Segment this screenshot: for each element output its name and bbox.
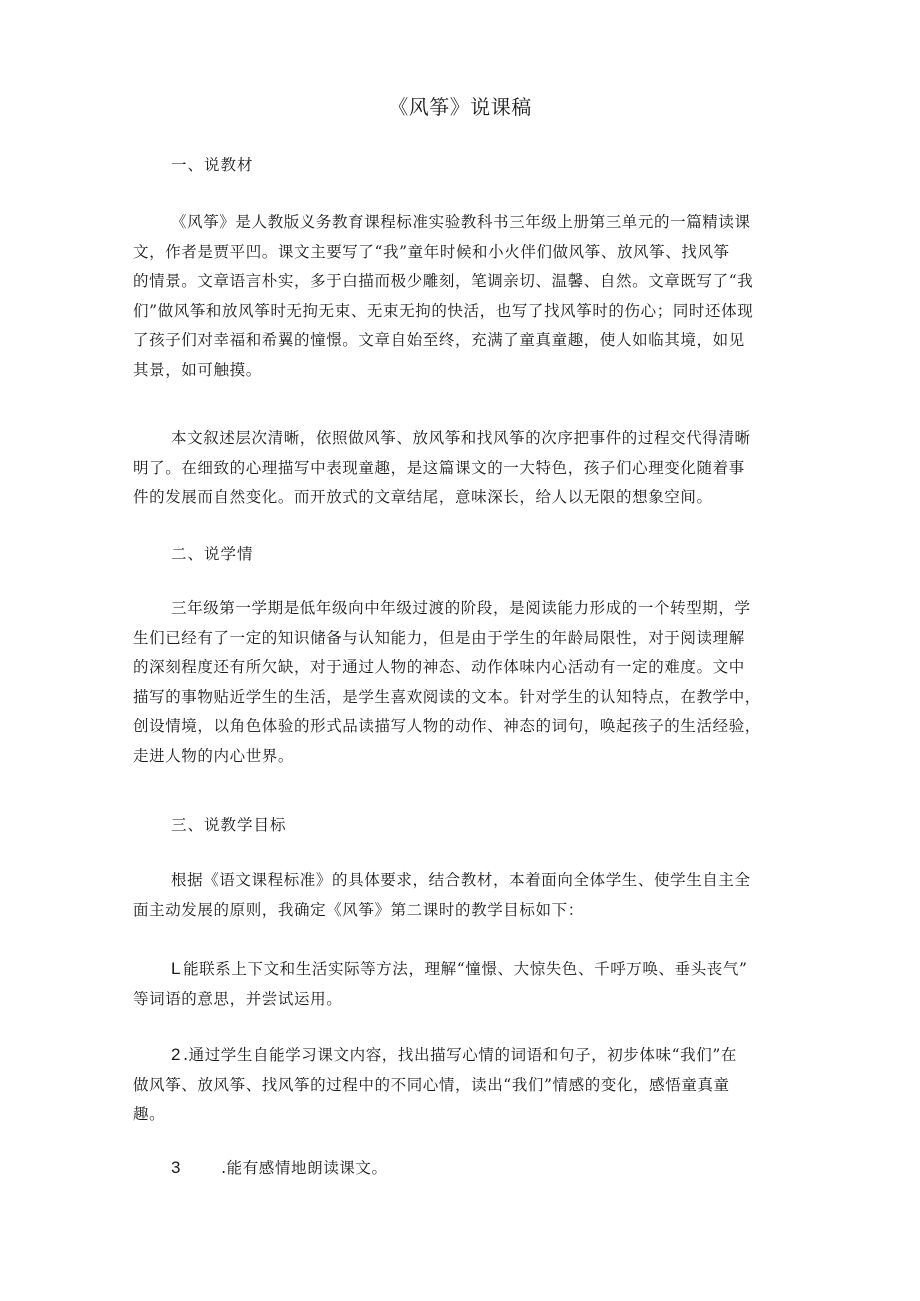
paragraph-line: 面主动发展的原则，我确定《风筝》第二课时的教学目标如下： xyxy=(133,900,584,919)
paragraph-line: 创设情境，以角色体验的形式品读描写人物的动作、神态的词句，唤起孩子的生活经验， xyxy=(133,717,761,735)
paragraph-textbook-intro xyxy=(133,208,789,385)
paragraph-line: 生们已经有了一定的知识储备与认知能力，但是由于学生的年龄局限性，对于阅读理解 xyxy=(133,628,745,647)
paragraph-line: 描写的事物贴近学生的生活，是学生喜欢阅读的文本。针对学生的认知特点，在教学中， xyxy=(133,687,761,706)
paragraph-line: 三年级第一学期是低年级向中年级过渡的阶段，是阅读能力形成的一个转型期，学 xyxy=(171,599,751,617)
paragraph-textbook-structure xyxy=(133,424,789,513)
goal-text: 趣。 xyxy=(133,1105,166,1123)
goal-text: 能联系上下文和生活实际等方法，理解“憧憬、大惊失色、千呼万唤、垂头丧气” xyxy=(183,960,748,978)
paragraph-students xyxy=(133,594,789,771)
section-heading-goals: 三、说教学目标 xyxy=(171,816,287,834)
goal-item-3 xyxy=(133,1153,789,1184)
paragraph-line: 明了。在细致的心理描写中表现童趣，是这篇课文的一大特色，孩子们心理变化随着事 xyxy=(133,458,745,477)
paragraph-line: 其景，如可触摸。 xyxy=(133,360,262,379)
paragraph-line: 文，作者是贾平凹。课文主要写了“我”童年时候和小火伴们做风筝、放风筝、找风筝 xyxy=(133,242,730,261)
paragraph-line: 根据《语文课程标准》的具体要求，结合教材，本着面向全体学生、使学生自主全 xyxy=(171,871,751,889)
paragraph-line: 本文叙述层次清晰，依照做风筝、放风筝和找风筝的次序把事件的过程交代得清晰 xyxy=(171,429,751,447)
goal-number: L xyxy=(171,959,182,978)
document-title: 《风筝》说课稿 xyxy=(388,95,532,119)
goal-item-2 xyxy=(133,1040,789,1130)
section-heading-students: 二、说学情 xyxy=(171,545,254,563)
goal-text: .能有感情地朗读课文。 xyxy=(221,1159,388,1177)
paragraph-line: 的情景。文章语言朴实，多于白描而极少雕刻，笔调亲切、温馨、自然。文章既写了“我 xyxy=(133,272,754,290)
goal-number: 2 xyxy=(171,1045,182,1064)
paragraph-line: 走进人物的内心世界。 xyxy=(133,746,295,765)
goal-number: 3 xyxy=(171,1158,182,1177)
paragraph-line: 《风筝》是人教版义务教育课程标准实验教科书三年级上册第三单元的一篇精读课 xyxy=(171,213,751,231)
goal-item-1 xyxy=(133,954,789,1014)
paragraph-line: 的深刻程度还有所欠缺，对于通过人物的神态、动作体味内心活动有一定的难度。文中 xyxy=(133,658,745,676)
paragraph-line: 了孩子们对幸福和希翼的憧憬。文章自始至终，充满了童真童趣，使人如临其境，如见 xyxy=(133,331,745,349)
goal-text: 等词语的意思，并尝试运用。 xyxy=(133,989,343,1008)
goal-text: 做风筝、放风筝、找风筝的过程中的不同心情，读出“我们”情感的变化，感悟童真童 xyxy=(133,1075,730,1094)
goal-text: .通过学生自能学习课文内容，找出描写心情的词语和句子，初步体味“我们”在 xyxy=(183,1046,737,1064)
paragraph-line: 件的发展而自然变化。而开放式的文章结尾，意味深长，给人以无限的想象空间。 xyxy=(133,488,713,506)
section-heading-textbook: 一、说教材 xyxy=(171,156,254,174)
paragraph-line: 们”做风筝和放风筝时无拘无束、无束无拘的快活，也写了找风筝时的伤心；同时还体现 xyxy=(133,301,754,320)
paragraph-goals-intro xyxy=(133,866,789,925)
